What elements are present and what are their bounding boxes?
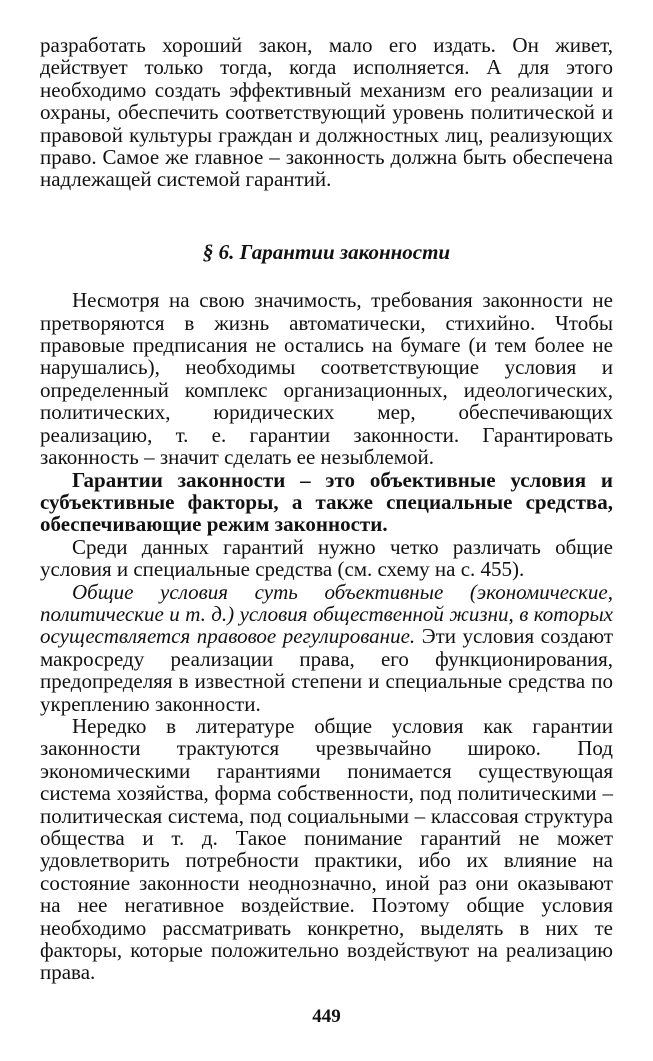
paragraph-broad-interpretation: Нередко в литературе общие условия как гарантии законности трактуются чрезвычайно широко. Под экономическими гарантиями понимается существующая система хозяйства, форма собственности, под политическими – политическая система, под социальными – классовая структура общества и т. д. Такое понимание гарантий не может удовлетворить потребности практики, ибо их влияние на состояние законности неоднозначно, иной раз они оказывают на нее негативное воздействие. Поэтому общие условия необходимо рассматривать конкретно, выделять в них те факторы, которые положительно воздействуют на реализацию права. xyxy=(40,713,613,985)
paragraph-distinction: Среди данных гарантий нужно четко различать общие условия и специальные средства (см. схему на с. 455). xyxy=(40,534,613,582)
page-number: 449 xyxy=(312,1006,341,1027)
page-body xyxy=(40,34,613,984)
paragraph-general-conditions xyxy=(40,581,613,715)
general-conditions-text: Эти условия создают макросреду реализации права, его функционирования, предопределяя в известной степени и специальные средства по укреплению законности. xyxy=(40,624,613,716)
paragraph-definition: Гарантии законности – это объективные условия и субъективные факторы, а также специальные средства, обеспечивающие режим законности. xyxy=(40,467,613,537)
paragraph-continuation: разработать хороший закон, мало его издать. Он живет, действует только тогда, когда исполняется. А для этого необходимо создать эффективный механизм его реализации и охраны, обеспечить соответствующий уровень политической и правовой культуры граждан и должностных лиц, реализующих право. Самое же главное – законность должна быть обеспечена надлежащей системой гарантий. xyxy=(40,33,613,192)
section-heading: § 6. Гарантии законности xyxy=(202,239,451,264)
general-conditions-definition: Общие условия суть объективные (экономические, политические и т. д.) условия общественной жизни, в которых осуществляется правовое регулирование. xyxy=(40,579,613,649)
paragraph-guarantees-intro: Несмотря на свою значимость, требования законности не претворяются в жизнь автоматически, стихийно. Чтобы правовые предписания не остались на бумаге (и тем более не нарушались), необходимы соответствующие условия и определенный комплекс организационных, идеологических, политических, юридических мер, обеспечивающих реализацию, т. е. гарантии законности. Гарантировать законность – значит сделать ее незыблемой. xyxy=(40,288,613,470)
